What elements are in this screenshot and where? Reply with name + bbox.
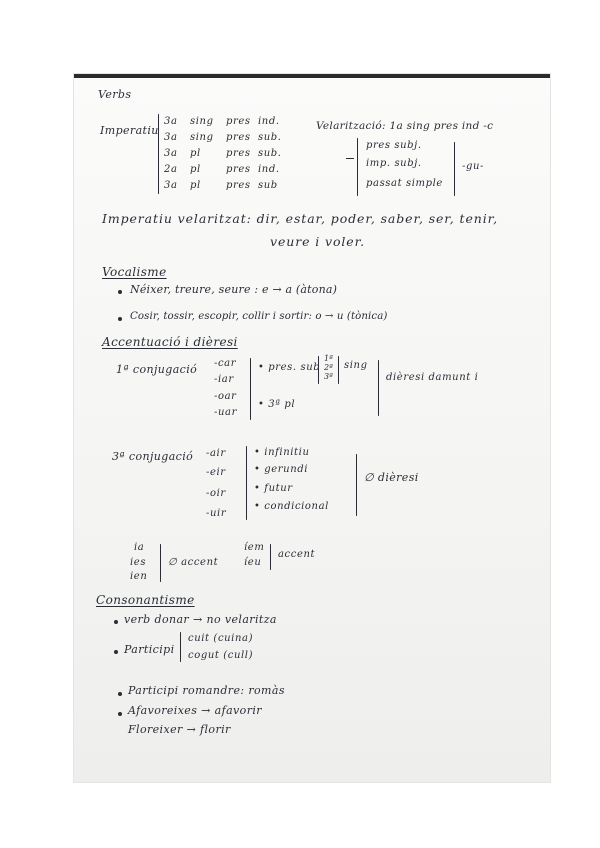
- imp-row-3-tense: pres: [226, 148, 251, 159]
- imp-row-3-mood: sub.: [258, 148, 282, 159]
- participi-romandre-line: Participi romandre: romàs: [128, 684, 285, 697]
- imp-row-4-person: 2a: [164, 164, 178, 175]
- tercera-form-1: • infinitiu: [254, 447, 310, 458]
- imp-row-5-mood: sub: [258, 180, 278, 191]
- velaritzacio-item-1: pres subj.: [366, 140, 422, 151]
- velaritzacio-label: Velarització: 1a sing pres ind -c: [316, 120, 494, 132]
- consonantisme-bullet-3: [118, 692, 122, 696]
- primera-ending-4: -uar: [214, 407, 237, 418]
- primera-brace: [250, 358, 251, 420]
- primera-sing: sing: [344, 360, 368, 371]
- person-1: 1ª: [324, 354, 333, 363]
- imp-row-1-tense: pres: [226, 116, 251, 127]
- imp-row-1-mood: ind.: [258, 116, 280, 127]
- sing-brace: [338, 356, 339, 384]
- accentuacio-heading: Accentuació i dièresi: [102, 335, 238, 349]
- imp-row-4-mood: ind.: [258, 164, 280, 175]
- accent-right-2: íeu: [244, 557, 262, 568]
- primera-conjugacio-label: 1ª conjugació: [116, 363, 198, 376]
- accent-right-result: accent: [278, 549, 316, 560]
- tercera-ending-3: -oir: [206, 488, 226, 499]
- imp-row-2-tense: pres: [226, 132, 251, 143]
- velaritzacio-result-brace: [454, 142, 455, 196]
- tercera-ending-2: -eir: [206, 467, 226, 478]
- imp-row-2-number: sing: [190, 132, 214, 143]
- participi-item-1: cuit (cuina): [188, 633, 254, 644]
- tercera-form-3: • futur: [254, 483, 293, 494]
- participi-item-2: cogut (cull): [188, 650, 254, 661]
- consonantisme-bullet-2: [114, 650, 118, 654]
- accent-left-1: ia: [134, 542, 145, 553]
- velaritzacio-item-2: imp. subj.: [366, 158, 422, 169]
- accent-left-3: ien: [130, 571, 148, 582]
- imperatiu-velaritzat-line-1: Imperatiu velaritzat: dir, estar, poder, saber, ser, tenir,: [102, 211, 498, 226]
- vocalisme-bullet-2: [118, 317, 122, 321]
- persons-brace: [318, 356, 319, 384]
- tercera-ending-4: -uir: [206, 508, 227, 519]
- accent-left-brace: [160, 544, 161, 582]
- vocalisme-item-2: Cosir, tossir, escopir, collir i sortir: o → u (tònica): [130, 311, 388, 322]
- participi-brace: [180, 632, 181, 662]
- imperatiu-velaritzat-line-2: veure i voler.: [270, 234, 365, 249]
- primera-ending-3: -oar: [214, 391, 237, 402]
- imp-row-2-mood: sub.: [258, 132, 282, 143]
- primera-ending-1: -car: [214, 358, 237, 369]
- florir-line: Floreixer → florir: [128, 723, 231, 736]
- person-3: 3ª: [324, 372, 333, 381]
- person-2: 2ª: [324, 363, 333, 372]
- primera-ending-2: -iar: [214, 374, 234, 385]
- accent-left-result: ∅ accent: [168, 557, 219, 568]
- tercera-brace: [246, 446, 247, 520]
- afavorir-line: Afavoreixes → afavorir: [128, 704, 262, 717]
- consonantisme-heading: Consonantisme: [96, 593, 195, 607]
- vocalisme-heading: Vocalisme: [102, 265, 167, 279]
- velaritzacio-brace: [357, 138, 358, 196]
- verb-donar-line: verb donar → no velaritza: [124, 613, 277, 626]
- velaritzacio-item-3: passat simple: [366, 178, 443, 189]
- velaritzacio-result: -gu-: [462, 161, 484, 172]
- tercera-result-brace: [356, 454, 357, 516]
- consonantisme-bullet-4: [118, 712, 122, 716]
- imp-row-5-tense: pres: [226, 180, 251, 191]
- imperatiu-brace: [158, 114, 159, 194]
- imp-row-5-person: 3a: [164, 180, 178, 191]
- primera-result: dièresi damunt i: [386, 372, 479, 383]
- page-title: Verbs: [98, 88, 132, 101]
- tercera-ending-1: -air: [206, 448, 226, 459]
- primera-result-brace: [378, 360, 379, 416]
- imp-row-2-person: 3a: [164, 132, 178, 143]
- imp-row-1-number: sing: [190, 116, 214, 127]
- imp-row-5-number: pl: [190, 180, 201, 191]
- tercera-form-4: • condicional: [254, 501, 329, 512]
- vocalisme-item-1: Néixer, treure, seure : e → a (àtona): [130, 283, 338, 296]
- primera-condition-2: • 3ª pl: [258, 399, 296, 410]
- tercera-result: ∅ dièresi: [364, 471, 419, 484]
- vocalisme-bullet-1: [118, 290, 122, 294]
- tercera-form-2: • gerundi: [254, 464, 309, 475]
- consonantisme-bullet-1: [114, 620, 118, 624]
- accent-right-brace: [270, 544, 271, 570]
- handwritten-page: [74, 74, 550, 782]
- velaritzacio-hook: [346, 136, 354, 159]
- imp-row-1-person: 3a: [164, 116, 178, 127]
- accent-right-1: íem: [244, 542, 265, 553]
- accent-left-2: ies: [130, 557, 147, 568]
- imp-row-3-person: 3a: [164, 148, 178, 159]
- primera-condition-1: • pres. sub: [258, 362, 321, 373]
- imperatiu-label: Imperatiu: [100, 124, 159, 137]
- imp-row-4-number: pl: [190, 164, 201, 175]
- participi-label: Participi: [124, 643, 175, 656]
- imp-row-3-number: pl: [190, 148, 201, 159]
- tercera-conjugacio-label: 3ª conjugació: [112, 450, 194, 463]
- imp-row-4-tense: pres: [226, 164, 251, 175]
